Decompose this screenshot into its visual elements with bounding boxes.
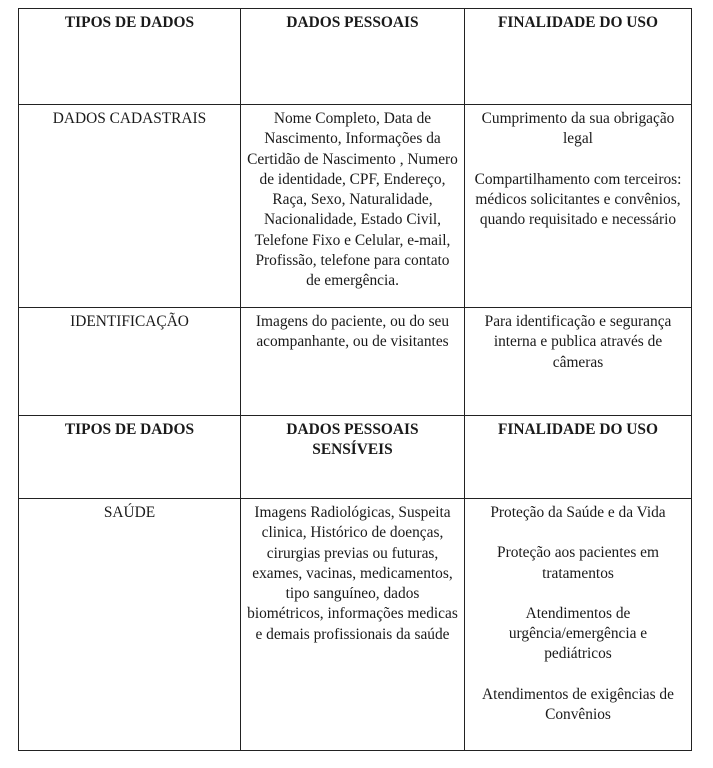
purpose-paragraph: Cumprimento da sua obrigação legal [481,110,675,148]
row-purpose-cell [465,308,692,416]
header-tipos-de-dados: TIPOS DE DADOS [19,416,241,499]
row-type-cell: SAÚDE [19,499,241,751]
header-finalidade-do-uso: FINALIDADE DO USO [465,416,692,499]
header-dados-pessoais: DADOS PESSOAIS [241,9,465,105]
header-tipos-de-dados: TIPOS DE DADOS [19,9,241,105]
row-type-cell: IDENTIFICAÇÃO [19,308,241,416]
table-row [19,308,692,416]
header-dados-pessoais-sensiveis: DADOS PESSOAIS SENSÍVEIS [241,416,465,499]
purpose-paragraph: Para identificação e segurança interna e publica através de câmeras [484,313,672,371]
row-type-cell: DADOS CADASTRAIS [19,105,241,308]
row-data-cell: Imagens do paciente, ou do seu acompanhante, ou de visitantes [241,308,465,416]
row-purpose-cell [465,105,692,308]
header-finalidade-do-uso: FINALIDADE DO USO [465,9,692,105]
purpose-paragraph: Atendimentos de exigências de Convênios [482,685,674,724]
table-row [19,499,692,751]
purpose-paragraph: Compartilhamento com terceiros: médicos solicitantes e convênios, quando requisitado e necessário [474,170,682,229]
data-types-table [18,8,692,751]
purpose-paragraph: Proteção da Saúde e da Vida [490,504,666,521]
row-purpose-cell [465,499,692,751]
header-row [19,416,692,499]
row-data-cell: Imagens Radiológicas, Suspeita clinica, Histórico de doenças, cirurgias previas ou futuras, exames, vacinas, medicamentos, tipo sanguíneo, dados biométricos, informações medicas e demais profissionais da saúde [241,499,465,751]
header-row [19,9,692,105]
row-data-cell: Nome Completo, Data de Nascimento, Informações da Certidão de Nascimento , Numero de identidade, CPF, Endereço, Raça, Sexo, Naturalidade, Nacionalidade, Estado Civil, Telefone Fixo e Celular, e-mail, Profissão, telefone para contato de emergência. [241,105,465,308]
table-row [19,105,692,308]
purpose-paragraph: Proteção aos pacientes em tratamentos [497,544,659,582]
purpose-paragraph: Atendimentos de urgência/emergência e pediátricos [508,604,648,663]
